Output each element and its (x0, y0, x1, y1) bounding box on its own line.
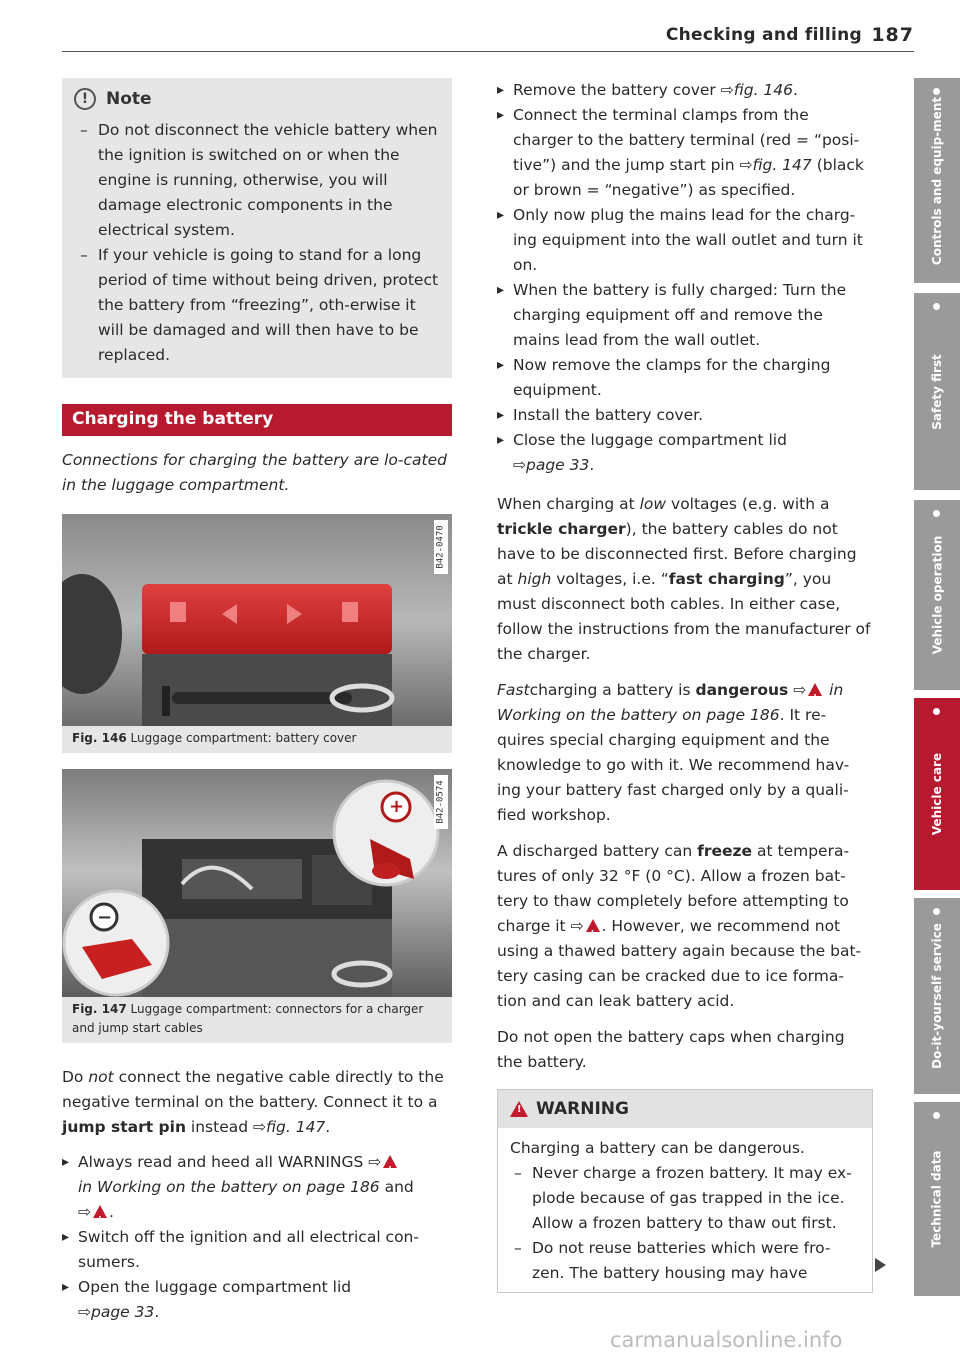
step-item (62, 1150, 452, 1225)
arrow-icon: ⇨ (513, 456, 526, 474)
step-item (62, 1275, 452, 1325)
step-item (497, 78, 872, 103)
fast-charging-paragraph (497, 678, 872, 828)
figure-caption-text: Luggage compartment: connectors for a charger and jump start cables (72, 1002, 424, 1035)
figure-link[interactable]: fig. 146 (733, 81, 794, 99)
note-title: Note (106, 89, 152, 109)
text: ”, you must disconnect both cables. In either case, follow the instructions from the manufacturer of the charger. (497, 570, 871, 663)
step-item: ▸ When the battery is fully charged: Turn the charging equipment off and remove the mains lead from the wall outlet. (497, 278, 872, 353)
text: Close the luggage compartment lid (513, 431, 787, 449)
text-em: high (517, 570, 552, 588)
warning-icon (586, 919, 600, 932)
arrow-icon: ⇨ (368, 1153, 382, 1171)
tab-label: Technical data (930, 1150, 945, 1248)
tab-label: Vehicle operation (930, 535, 944, 655)
info-circle-icon: ! (74, 88, 96, 110)
arrow-icon: ⇨ (720, 81, 734, 99)
text: Remove the battery cover (513, 81, 721, 99)
chapter-tabs (914, 0, 960, 1361)
warning-body (498, 1128, 872, 1292)
warning-icon (808, 683, 822, 696)
tab-controls-and-equipment[interactable] (914, 78, 960, 283)
warning-box (497, 1089, 873, 1293)
chapter-title: Checking and filling (665, 25, 862, 45)
tab-vehicle-operation[interactable] (914, 500, 960, 690)
text: instead (185, 1118, 253, 1136)
note-item: – If your vehicle is going to stand for a long period of time without being driven, protect the battery from “freezing”, oth-erwise it will be damaged and will then have to be replaced. (76, 243, 440, 368)
note-item: – Do not disconnect the vehicle battery when the ignition is switched on or when the engine is running, otherwise, you will damage electronic components in the electrical system. (76, 118, 440, 243)
text: connect the negative cable directly to the negative terminal on the battery. Connect it to a (62, 1068, 444, 1111)
tab-dot-icon (933, 708, 940, 715)
figure-147 (62, 769, 452, 1043)
battery-cover-photo (62, 514, 452, 726)
figure-code-text: B42-0574 (436, 780, 447, 824)
right-column (497, 78, 872, 1293)
right-steps (497, 78, 872, 478)
figure-146 (62, 514, 452, 753)
text: A discharged battery can (497, 842, 698, 860)
text-em: Fast (497, 681, 530, 699)
tab-label: Controls and equip-ment (930, 96, 944, 265)
tab-technical-data[interactable] (914, 1102, 960, 1296)
left-column (62, 78, 452, 1325)
text: . (154, 1303, 160, 1321)
step-item (497, 103, 872, 203)
battery-cover-illustration (62, 514, 452, 726)
page-link[interactable]: in Working on the battery on page 186 (78, 1178, 380, 1196)
tab-dot-icon (933, 303, 940, 310)
text: voltages, i.e. “ (551, 570, 669, 588)
arrow-icon: ⇨ (739, 156, 753, 174)
section-heading: Charging the battery (62, 404, 452, 436)
page-link[interactable]: page 33 (91, 1303, 155, 1321)
text-bold: fast charging (668, 570, 785, 588)
tab-vehicle-care[interactable] (914, 698, 960, 890)
step-item (497, 428, 872, 478)
figure-code (434, 520, 448, 574)
text: at tempera-tures of only 32 °F (0 °C). Allow a frozen bat-tery to thaw completely before attempting to charge it (497, 842, 850, 935)
tab-do-it-yourself-service[interactable] (914, 898, 960, 1094)
tab-dot-icon (933, 1112, 940, 1119)
warning-triangle-icon (510, 1101, 528, 1117)
tab-label: Safety first (930, 353, 944, 430)
watermark: carmanualsonline.info (610, 1328, 843, 1352)
text: . It re-quires special charging equipment and the knowledge to go with it. We recommend hav-ing your battery fast charged only by a quali-fied workshop. (497, 706, 850, 824)
text: (black or brown = “negative”) as specified. (513, 156, 864, 199)
warning-intro: Charging a battery can be dangerous. (510, 1139, 805, 1157)
connectors-photo (62, 769, 452, 997)
page-number: 187 (871, 24, 914, 46)
warning-item: – Do not reuse batteries which were fro-zen. The battery housing may have (510, 1236, 860, 1286)
text-bold: dangerous (695, 681, 789, 699)
tab-label: Do-it-yourself service (930, 923, 945, 1069)
arrow-icon: ⇨ (78, 1203, 91, 1221)
step-item: ▸ Now remove the clamps for the charging equipment. (497, 353, 872, 403)
arrow-icon: ⇨ (793, 681, 807, 699)
figure-label: Fig. 146 (72, 731, 127, 745)
text: Do (62, 1068, 89, 1086)
text-em: low (639, 495, 667, 513)
text: . (109, 1203, 114, 1221)
text: . However, we recommend not using a thawed battery again because the bat-tery casing can be cracked due to ice forma-tion and can leak battery acid. (497, 917, 862, 1010)
figure-code-text: B42-0470 (436, 525, 447, 569)
page-header (62, 0, 914, 52)
text: . (325, 1118, 331, 1136)
tab-dot-icon (933, 88, 940, 95)
text: and (379, 1178, 414, 1196)
text: Always read and heed all WARNINGS (78, 1153, 369, 1171)
left-steps (62, 1150, 452, 1325)
tab-dot-icon (933, 510, 940, 517)
figure-caption-text: Luggage compartment: battery cover (130, 731, 357, 745)
section-intro: Connections for charging the battery are lo-cated in the luggage compartment. (62, 451, 447, 494)
freeze-paragraph (497, 839, 872, 1014)
tab-label: Vehicle care (930, 752, 944, 836)
text: Connect the terminal clamps from the charger to the battery terminal (red = “posi-tive”) and the jump start pin (513, 106, 860, 174)
tab-dot-icon (933, 908, 940, 915)
page-link[interactable]: page 33 (526, 456, 590, 474)
text-bold: jump start pin (62, 1118, 186, 1136)
warning-title: WARNING (536, 1099, 629, 1119)
text: . (793, 81, 798, 99)
text: voltages (e.g. with a (666, 495, 830, 513)
battery-caps-paragraph: Do not open the battery caps when charging the battery. (497, 1028, 845, 1071)
text: When charging at (497, 495, 640, 513)
warning-item: – Never charge a frozen battery. It may ex-plode because of gas trapped in the ice. Allow a frozen battery to thaw out first. (510, 1161, 860, 1236)
warning-icon (383, 1155, 397, 1168)
figure-link[interactable]: fig. 147 (752, 156, 812, 174)
note-header (74, 88, 440, 110)
note-box (62, 78, 452, 378)
text: Open the luggage compartment lid (78, 1278, 352, 1296)
figure-link[interactable]: fig. 147 (266, 1118, 326, 1136)
step-item: ▸ Switch off the ignition and all electrical con-sumers. (62, 1225, 452, 1275)
plus-terminal-label: + (389, 796, 405, 817)
text: charging a battery is (529, 681, 696, 699)
figure-caption (62, 997, 452, 1043)
text: . (589, 456, 595, 474)
text-em: not (88, 1068, 114, 1086)
voltage-paragraph (497, 492, 872, 667)
text: ), the battery cables do not have to be disconnected first. Before charging at (497, 520, 857, 588)
step-item: ▸ Only now plug the mains lead for the charg-ing equipment into the wall outlet and turn it on. (497, 203, 872, 278)
figure-code (434, 775, 448, 829)
arrow-icon: ⇨ (253, 1118, 266, 1136)
arrow-icon: ⇨ (78, 1303, 91, 1321)
page-link[interactable]: in Working on the battery on page 186 (497, 681, 844, 724)
figure-label: Fig. 147 (72, 1002, 127, 1016)
figure-caption (62, 726, 452, 753)
jump-start-paragraph (62, 1065, 452, 1140)
tab-safety-first[interactable] (914, 293, 960, 490)
text-bold: trickle charger (497, 520, 626, 538)
arrow-icon: ⇨ (570, 917, 584, 935)
continue-arrow-icon (875, 1258, 886, 1272)
warning-icon (93, 1205, 107, 1218)
minus-terminal-label: − (97, 907, 113, 928)
step-item: ▸ Install the battery cover. (497, 403, 872, 428)
warning-header (498, 1090, 872, 1128)
text-bold: freeze (697, 842, 753, 860)
